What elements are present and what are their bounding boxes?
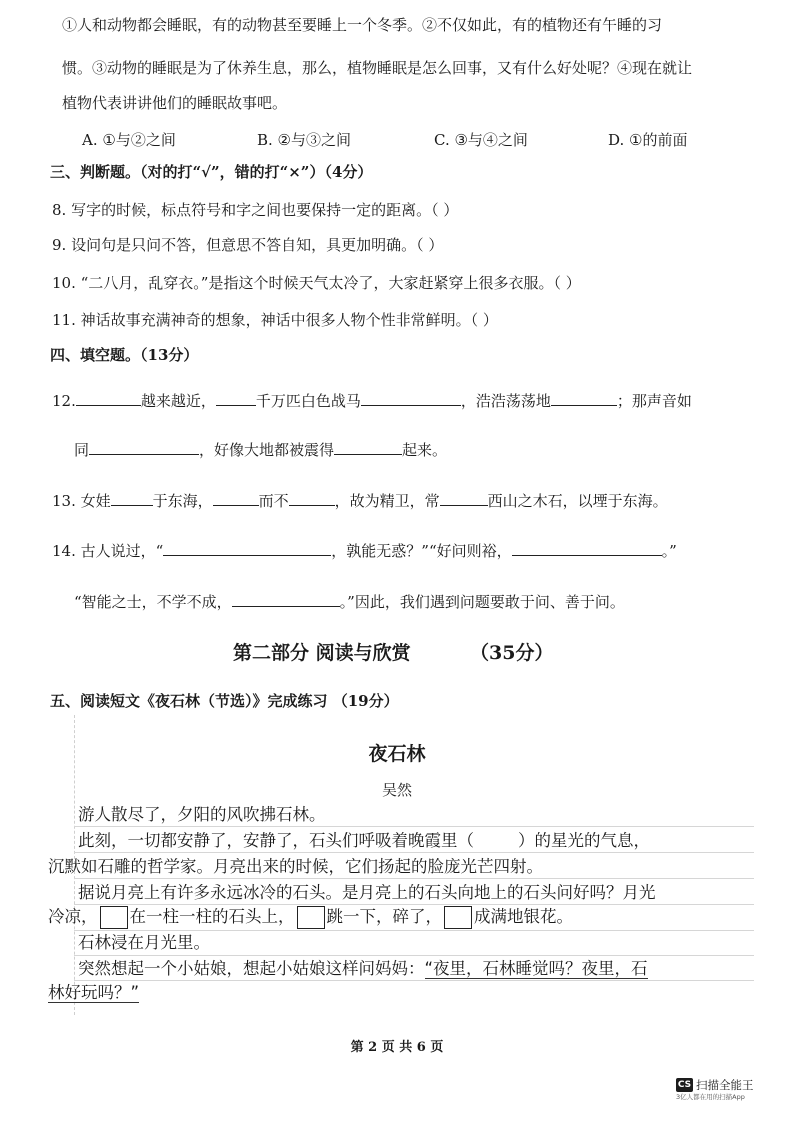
passage-text: ）的星光的气息， (518, 831, 650, 850)
q14-blank-2[interactable] (512, 540, 662, 556)
passage-paragraph-2-line-1 (78, 831, 650, 851)
q12-text-2: 千万匹白色战马 (255, 392, 361, 410)
answer-box-1[interactable] (100, 906, 128, 929)
passage-paragraph-3-line-1: 据说月亮上有许多永远冰冷的石头。是月亮上的石头向地上的石头问好吗？月光 (78, 883, 656, 902)
passage-text: 此刻，一切都安静了，安静了，石头们呼吸着晚霞里（ (78, 831, 474, 850)
q12-text-7: 起来。 (402, 441, 448, 459)
passage-text: 跳一下，碎了， (326, 907, 442, 926)
passage-paragraph-1: 游人散尽了，夕阳的风吹拂石林。 (78, 805, 326, 824)
q12-blank-1[interactable] (76, 390, 141, 406)
underlined-quote: 林好玩吗？” (48, 983, 140, 1002)
q13-text-3: ，故为精卫，常 (334, 492, 440, 510)
page-footer: 第 2 页 共 6 页 (350, 1040, 444, 1055)
ruled-line (74, 930, 754, 931)
q12-blank-3[interactable] (361, 390, 461, 406)
q12-text-1: 越来越近， (140, 392, 216, 410)
scanner-tagline: 3亿人都在用的扫描App (676, 1093, 745, 1101)
q14-line-2 (74, 591, 625, 612)
passage-text: 在一柱一柱的石头上， (129, 907, 295, 926)
q7-line-2: 惯。③动物的睡眠是为了休养生息，那么，植物睡眠是怎么回事，又有什么好处呢？④现在就让 (62, 59, 693, 77)
passage-paragraph-3-line-2 (48, 905, 573, 929)
q12-blank-4[interactable] (551, 390, 617, 406)
q13-text-1: 于东海， (152, 492, 213, 510)
q14-text-4: 。”因此，我们遇到问题要敢于问、善于问。 (339, 593, 625, 611)
q12-text-5: 同 (74, 441, 90, 459)
part-2-score: （35分） (470, 642, 554, 664)
section-4-title: 四、填空题。（13分） (50, 346, 199, 364)
q12-blank-5[interactable] (89, 439, 199, 455)
scanner-logo-icon: CS (677, 1079, 692, 1090)
q7-option-b: B. ②与③之间 (257, 131, 352, 149)
q7-option-d: D. ①的前面 (608, 131, 688, 149)
passage-title: 夜石林 (368, 743, 426, 765)
q13-blank-2[interactable] (213, 490, 259, 506)
q12-line-1 (52, 390, 692, 411)
passage-paragraph-5-line-1 (78, 959, 648, 979)
q7-line-1: ①人和动物都会睡眠，有的动物甚至要睡上一个冬季。②不仅如此，有的植物还有午睡的习 (62, 16, 663, 34)
q13-text-2: 而不 (258, 492, 289, 510)
q13-blank-4[interactable] (440, 490, 488, 506)
q12-line-2 (74, 439, 447, 460)
q12-text-6: ，好像大地都被震得 (199, 441, 335, 459)
q7-line-3: 植物代表讲讲他们的睡眠故事吧。 (62, 94, 288, 112)
passage-author: 吴然 (381, 781, 412, 799)
q13-number: 13. 女娃 (52, 492, 111, 510)
section-5-title: 五、阅读短文《夜石林（节选）》完成练习 （19分） (50, 692, 399, 710)
passage-text: 成满地银花。 (474, 907, 573, 926)
q9: 9. 设问句是只问不答，但意思不答自知，具更加明确。（ ） (52, 236, 444, 254)
part-2-title: 第二部分 阅读与欣赏 (233, 642, 411, 664)
ruled-line (74, 980, 754, 981)
q13-blank-3[interactable] (289, 490, 335, 506)
q13-line (52, 490, 668, 511)
q10: 10. “二八月，乱穿衣。”是指这个时候天气太冷了，大家赶紧穿上很多衣服。（ ） (52, 274, 581, 292)
passage-paragraph-5-line-2 (48, 983, 139, 1003)
q7-option-c: C. ③与④之间 (434, 131, 528, 149)
underlined-quote: “夜里，石林睡觉吗？夜里，石 (424, 959, 648, 978)
q12-blank-2[interactable] (216, 390, 256, 406)
q12-blank-6[interactable] (334, 439, 402, 455)
passage-text: 冷凉， (48, 907, 98, 926)
q12-text-4: ；那声音如 (616, 392, 692, 410)
q12-text-3: ，浩浩荡荡地 (460, 392, 551, 410)
q13-blank-1[interactable] (111, 490, 153, 506)
q14-blank-3[interactable] (232, 591, 340, 607)
passage-paragraph-4: 石林浸在月光里。 (78, 933, 210, 952)
section-3-title: 三、判断题。（对的打“√”，错的打“×”）（4分） (50, 163, 373, 181)
q14-number: 14. 古人说过，“ (52, 542, 164, 560)
ruled-line (74, 955, 754, 956)
ruled-line (74, 878, 754, 879)
q13-text-4: 西山之木石，以堙于东海。 (487, 492, 668, 510)
q7-option-a: A. ①与②之间 (82, 131, 176, 149)
ruled-line (74, 826, 754, 827)
passage-paragraph-2-line-2: 沉默如石雕的哲学家。月亮出来的时候，它们扬起的脸庞光芒四射。 (48, 857, 543, 876)
answer-box-2[interactable] (297, 906, 325, 929)
q14-text-2: 。” (661, 542, 677, 560)
q14-text-1: ，孰能无惑？”“好问则裕， (331, 542, 512, 560)
answer-box-3[interactable] (444, 906, 472, 929)
q14-blank-1[interactable] (163, 540, 331, 556)
scanner-watermark (676, 1074, 754, 1101)
q11: 11. 神话故事充满神奇的想象，神话中很多人物个性非常鲜明。（ ） (52, 311, 498, 329)
ruled-line (74, 852, 754, 853)
passage-text: 突然想起一个小姑娘，想起小姑娘这样问妈妈： (78, 959, 425, 978)
scanner-name: 扫描全能王 (696, 1077, 754, 1092)
q14-text-3: “智能之士，不学不成， (74, 593, 232, 611)
q14-line-1 (52, 540, 677, 561)
q12-number: 12. (52, 392, 76, 410)
q8: 8. 写字的时候，标点符号和字之间也要保持一定的距离。（ ） (52, 201, 459, 219)
